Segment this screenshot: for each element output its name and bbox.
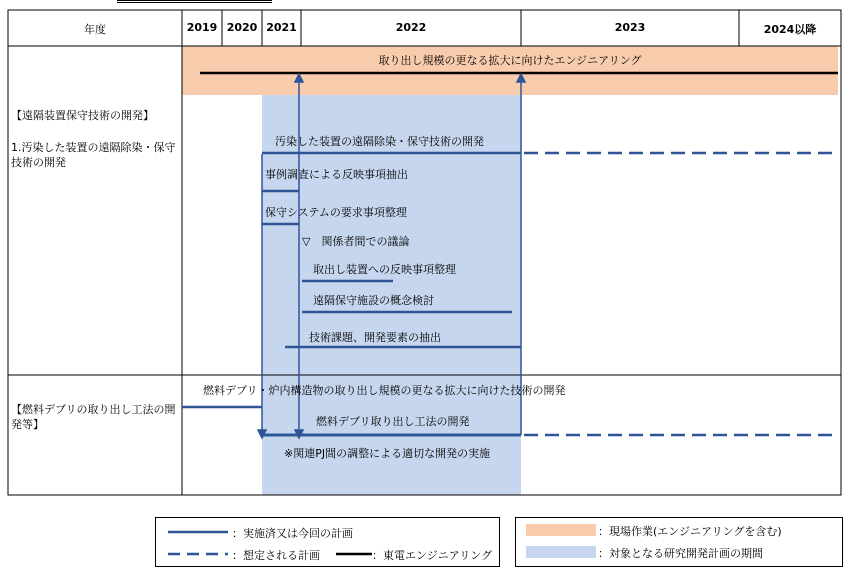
task-label: 汚染した装置の遠隔除染・保守技術の開発 xyxy=(275,135,484,148)
task-label: 燃料デブリ取り出し工法の開発 xyxy=(316,415,470,428)
legend-period-swatch xyxy=(526,546,596,558)
task-label: 技術課題、開発要素の抽出 xyxy=(309,331,441,344)
year-column-header: 年度 xyxy=(84,23,106,36)
year-2022: 2022 xyxy=(395,21,427,34)
year-2019: 2019 xyxy=(186,21,218,34)
legend-bands xyxy=(515,517,843,567)
task-note: ※関連PJ間の調整による適切な開発の実施 xyxy=(284,447,491,460)
section1-title: 【遠隔装置保守技術の開発】 xyxy=(11,109,154,122)
task-label: 事例調査による反映事項抽出 xyxy=(265,168,408,181)
section1-subtitle: 1.汚染した装置の遠隔除染・保守技術の開発 xyxy=(11,141,176,169)
task-label: ▽ 関係者間での議論 xyxy=(302,235,410,248)
year-2024-later: 2024以降 xyxy=(763,23,817,36)
legend-actual: ：実施済又は今回の計画 xyxy=(232,527,353,540)
planned-lines xyxy=(524,153,838,435)
year-2023: 2023 xyxy=(614,21,646,34)
legend-planned: ：想定される計画 xyxy=(232,549,320,562)
section2-title: 【燃料デブリの取り出し工法の開発等】 xyxy=(11,403,176,431)
legend-field-swatch xyxy=(526,524,596,536)
field-work-label: 取り出し規模の更なる拡大に向けたエンジニアリング xyxy=(378,54,642,67)
legend-period: ：対象となる研究開発計画の期間 xyxy=(598,547,763,560)
year-2021: 2021 xyxy=(266,21,297,34)
task-label: 取出し装置への反映事項整理 xyxy=(313,263,456,276)
task-label: 遠隔保守施設の概念検討 xyxy=(313,294,434,307)
task-label: 燃料デブリ・炉内構造物の取り出し規模の更なる拡大に向けた技術の開発 xyxy=(203,384,566,397)
legend-field: ：現場作業(エンジニアリングを含む) xyxy=(598,525,782,538)
legend-lines xyxy=(155,517,500,567)
year-2020: 2020 xyxy=(226,21,258,34)
legend-tepco: ：東電エンジニアリング xyxy=(372,549,493,562)
task-label: 保守システムの要求事項整理 xyxy=(265,206,407,219)
